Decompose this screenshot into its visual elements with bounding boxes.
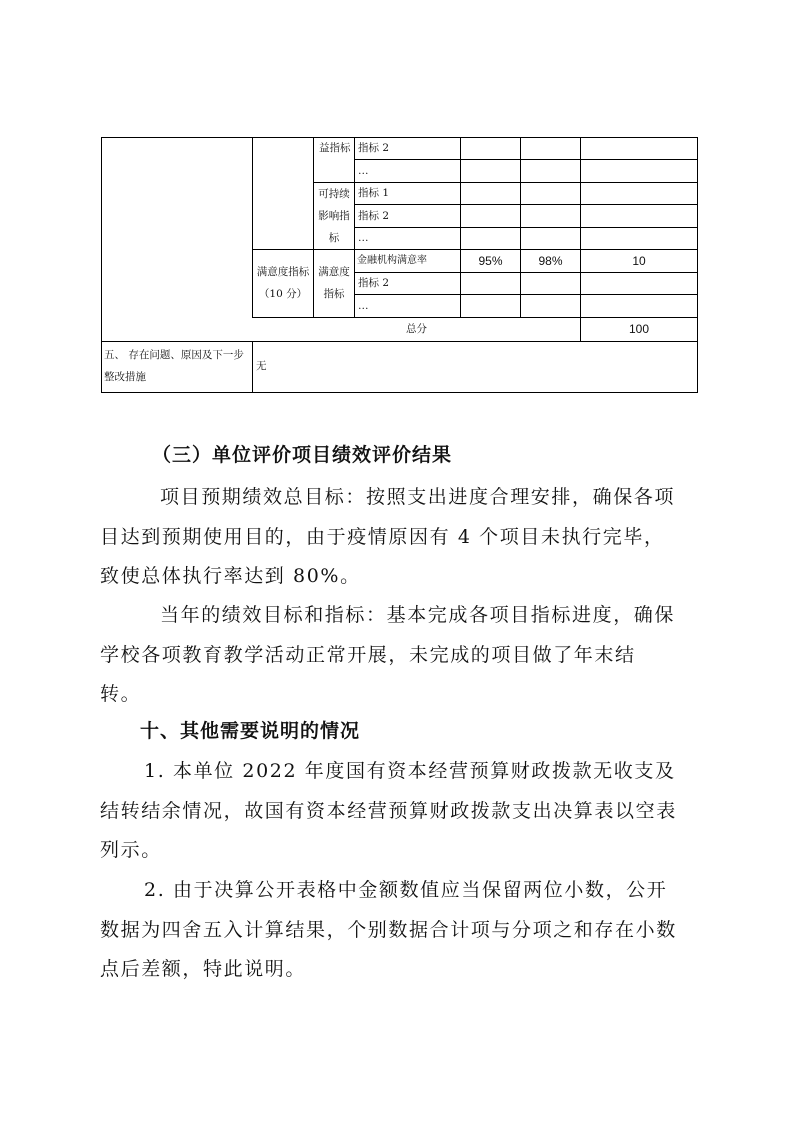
satisfaction-actual-value: 98% [538,254,563,268]
satisfaction-label-line: 满意度 [318,266,350,278]
section10-paragraph-2 [100,871,730,990]
table-hline [252,317,698,318]
paragraph-line: 2. 由于决算公开表格中金额数值应当保留两位小数，公开 [144,879,668,901]
sustainability-label-line: 影响指 [318,210,350,222]
paragraph-line: 项目预期绩效总目标：按照支出进度合理安排，确保各项 [160,486,676,508]
table-hline [354,227,698,228]
sustainability-item-1: 指标 1 [358,187,390,199]
satisfaction-item-1: 金融机构满意率 [357,255,427,266]
satisfaction-target-value: 95% [478,254,503,268]
sustainability-indicator-label [314,183,354,249]
paragraph-line: 转。 [100,683,142,705]
benefit-ellipsis: … [358,165,369,177]
benefit-indicator-label: 益指标 [319,142,351,154]
satisfaction-group-label [253,261,313,305]
sustainability-ellipsis: … [358,232,369,244]
paragraph-line: 当年的绩效目标和指标：基本完成各项目指标进度，确保 [160,604,676,626]
sustainability-label-line: 标 [328,232,340,244]
paragraph-line: 致使总体执行率达到 80%。 [100,565,361,587]
table-hline [354,272,698,273]
paragraph-line: 列示。 [100,839,162,861]
table-hline [101,341,698,342]
section3-paragraph-2 [100,596,730,715]
section5-label-line2: 整改措施 [104,371,146,383]
paragraph-line: 1. 本单位 2022 年度国有资本经营预算财政拨款无收支及 [144,760,676,782]
paragraph-line: 目达到预期使用目的，由于疫情原因有 4 个项目未执行完毕， [100,525,665,548]
satisfaction-ellipsis: … [358,300,369,312]
section5-value: 无 [256,360,267,372]
paragraph-line: 数据为四舍五入计算结果，个别数据合计项与分项之和存在小数 [100,918,677,941]
table-border-right [697,137,698,393]
satisfaction-item-2: 指标 2 [358,277,390,289]
table-hline [354,204,698,205]
section3-paragraph-1 [100,478,730,597]
satisfaction-group-line: （10 分） [258,288,308,300]
satisfaction-label-line: 指标 [323,288,345,300]
paragraph-line: 学校各项教育教学活动正常开展，未完成的项目做了年末结 [100,643,636,666]
satisfaction-indicator-label [314,261,354,305]
section10-paragraph-1 [100,752,730,871]
section10-heading: 十、其他需要说明的情况 [140,720,361,742]
benefit-item-2: 指标 2 [358,142,390,154]
table-vline [580,137,581,342]
sustainability-label-line: 可持续 [318,188,350,200]
table-vline [252,342,253,393]
table-border-left [101,137,102,393]
performance-table [101,137,698,393]
satisfaction-score-value: 10 [632,254,646,268]
table-hline [354,294,698,295]
section3-heading: （三）单位评价项目绩效评价结果 [152,444,453,466]
total-score-value: 100 [628,322,650,336]
table-hline [313,182,698,183]
table-hline [354,159,698,160]
satisfaction-group-line: 满意度指标 [256,266,310,278]
section5-label-line1: 五、 存在问题、原因及下一步 [104,349,244,361]
paragraph-line: 点后差额，特此说明。 [100,958,307,980]
table-border-bottom [101,392,698,393]
table-border-top [101,137,698,138]
total-label: 总分 [406,323,427,335]
table-hline [252,249,698,250]
sustainability-item-2: 指标 2 [358,210,390,222]
paragraph-line: 结转结余情况，故国有资本经营预算财政拨款支出决算表以空表 [100,799,677,822]
